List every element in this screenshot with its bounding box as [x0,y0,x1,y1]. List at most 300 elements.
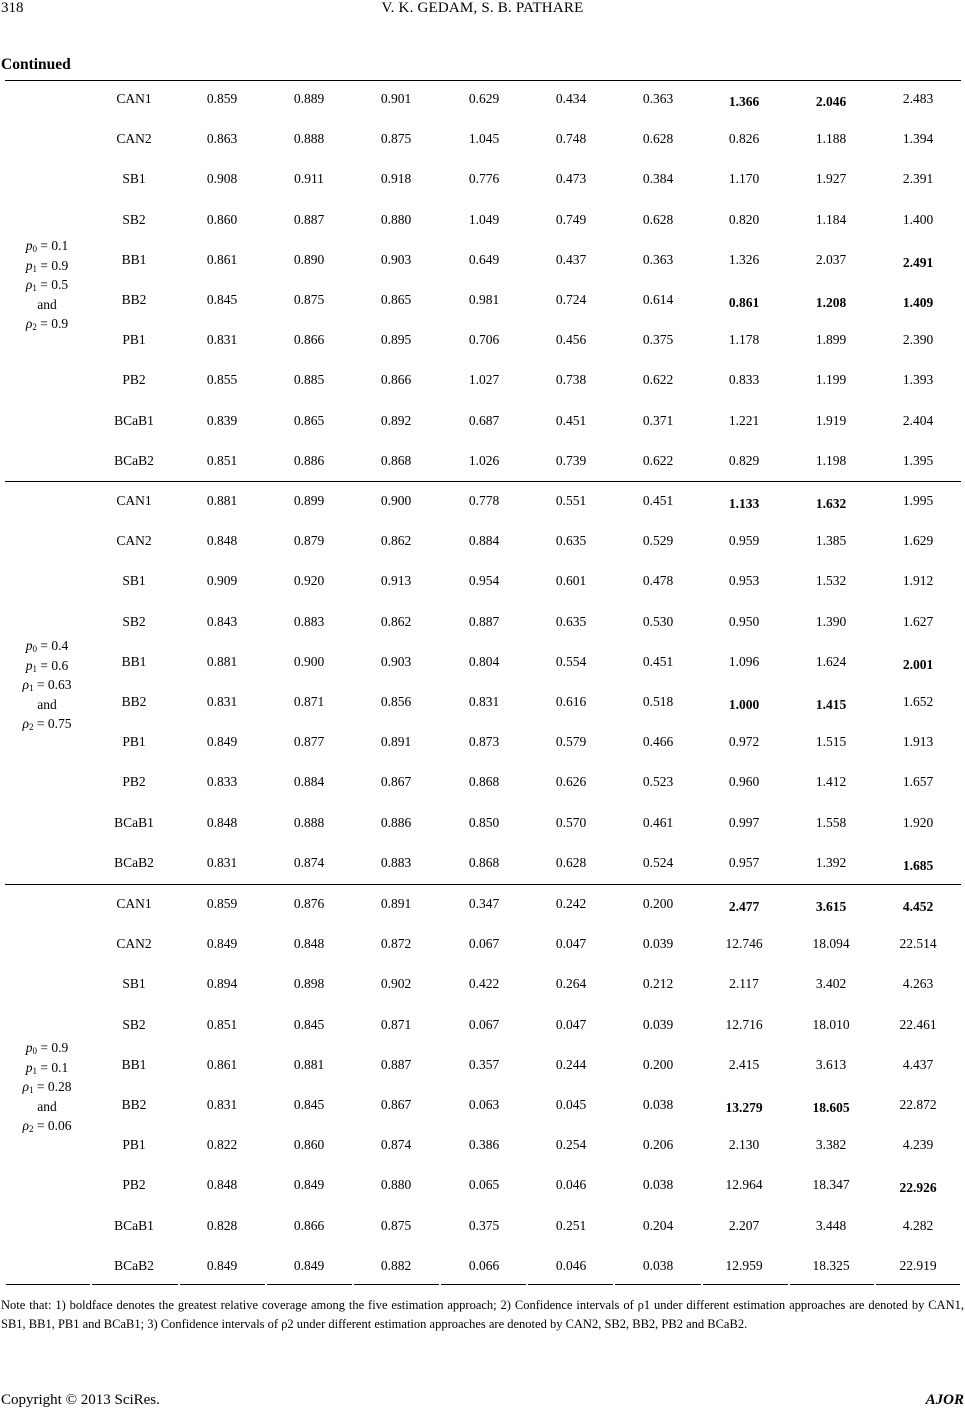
value-cell: 1.184 [815,211,847,227]
value-cell: 0.849 [206,734,238,750]
value-cell: 2.491 [902,254,934,270]
method-cell: PB1 [122,1137,146,1153]
value-cell: 1.390 [815,613,847,629]
value-cell: 0.518 [642,694,674,709]
value-cell: 0.649 [468,251,500,267]
value-cell: 4.239 [902,1137,934,1153]
value-cell: 0.848 [206,533,238,549]
page-number: 318 [1,0,24,16]
value-cell: 0.849 [206,1257,238,1273]
parameter-line [5,636,89,656]
value-cell: 0.466 [642,734,674,750]
value-cell: 0.862 [380,533,412,549]
value-cell: 0.876 [293,896,325,911]
value-cell: 0.067 [468,936,500,952]
parameter-value: and [37,696,57,712]
value-cell: 2.404 [902,412,934,428]
value-cell: 0.883 [293,613,325,629]
value-cell: 0.451 [642,493,674,508]
method-cell: SB1 [122,573,146,589]
parameter-setting-label [5,1038,89,1136]
table-row [0,855,965,875]
value-cell: 0.843 [206,613,238,629]
block-divider-rule [5,884,961,885]
method-cell: PB1 [122,332,146,348]
value-cell: 0.900 [380,493,412,508]
table-row [0,171,965,191]
value-cell: 12.959 [725,1257,763,1273]
value-cell: 1.133 [728,496,760,511]
parameter-line [5,1038,89,1058]
method-cell: BCaB1 [114,1217,154,1233]
value-cell: 0.739 [555,452,587,468]
value-cell: 0.628 [642,211,674,227]
value-cell: 0.861 [206,1056,238,1072]
value-cell: 0.046 [555,1257,587,1273]
journal-abbreviation: AJOR [925,1392,964,1408]
value-cell: 0.875 [293,292,325,307]
parameter-value: and [37,1098,57,1114]
table-row [0,1097,965,1117]
method-cell: CAN1 [116,896,152,911]
value-cell: 0.871 [293,694,325,709]
table-note: Note that: 1) boldface denotes the greatest relative coverage among the five estimation approach; 2) Confidence intervals of ρ1 under different estimation approaches are denoted by CAN1, SB1, BB1, PB1 and BCaB1; 3) Confidence intervals of ρ2 under different estimation approaches are denoted by CAN2, SB2, BB2, PB2 and BCaB2. [1,1298,964,1331]
value-cell: 0.724 [555,292,587,307]
value-cell: 0.901 [380,91,412,106]
value-cell: 0.614 [642,292,674,307]
value-cell: 0.913 [380,573,412,589]
value-cell: 0.848 [206,1177,238,1193]
value-cell: 1.409 [902,295,934,310]
value-cell: 0.981 [468,292,500,307]
table-row [0,533,965,553]
value-cell: 0.038 [642,1257,674,1273]
value-cell: 0.866 [293,1217,325,1233]
parameter-subscript: 2 [28,1124,34,1134]
table-row [0,1218,965,1238]
value-cell: 2.207 [728,1217,760,1233]
method-cell: SB1 [122,171,146,187]
value-cell: 0.879 [293,533,325,549]
value-cell: 3.613 [815,1056,847,1072]
value-cell: 0.822 [206,1137,238,1153]
value-cell: 1.685 [902,857,934,873]
value-cell: 0.047 [555,936,587,952]
value-cell: 0.473 [555,171,587,187]
value-cell: 0.880 [380,211,412,227]
value-cell: 0.865 [293,412,325,428]
value-cell: 0.895 [380,332,412,348]
value-cell: 1.221 [728,412,760,428]
method-cell: BB1 [121,251,147,267]
table-bottom-rule [528,1284,613,1285]
method-cell: CAN1 [116,91,152,106]
value-cell: 0.437 [555,251,587,267]
method-cell: SB1 [122,976,146,992]
table-row [0,372,965,392]
value-cell: 1.178 [728,332,760,348]
parameter-symbol: p [25,638,33,653]
table-top-rule [5,80,961,81]
method-cell: BB2 [121,1097,147,1112]
value-cell: 0.749 [555,211,587,227]
parameter-symbol: p [25,1059,33,1075]
value-cell: 2.130 [728,1137,760,1153]
value-cell: 0.875 [380,131,412,147]
parameter-line [5,675,89,695]
value-cell: 0.066 [468,1257,500,1273]
value-cell: 0.626 [555,774,587,790]
value-cell: 0.212 [642,976,674,992]
method-cell: BCaB1 [114,814,154,830]
parameter-line [5,314,89,334]
value-cell: 0.264 [555,976,587,992]
value-cell: 0.883 [380,854,412,870]
value-cell: 1.920 [902,814,934,830]
value-cell: 0.959 [728,533,760,549]
value-cell: 0.524 [642,854,674,870]
method-cell: CAN2 [116,936,152,952]
value-cell: 0.849 [293,1177,325,1193]
parameter-value: = 0.63 [33,677,72,692]
method-cell: PB2 [122,774,146,790]
value-cell: 0.063 [468,1097,500,1112]
value-cell: 3.615 [815,899,847,914]
value-cell: 0.529 [642,533,674,549]
table-row [0,131,965,151]
value-cell: 0.851 [206,1016,238,1032]
value-cell: 22.514 [899,936,937,952]
value-cell: 0.371 [642,412,674,428]
parameter-value: and [37,296,57,312]
value-cell: 1.532 [815,573,847,589]
parameter-subscript: 0 [32,244,37,254]
value-cell: 0.831 [206,1097,238,1112]
value-cell: 0.839 [206,412,238,428]
parameter-symbol: ρ [22,1118,29,1133]
value-cell: 0.570 [555,814,587,830]
value-cell: 18.010 [812,1016,850,1032]
value-cell: 0.451 [642,653,674,669]
table-bottom-rule [354,1284,439,1285]
value-cell: 1.995 [902,493,934,508]
value-cell: 2.415 [728,1056,760,1072]
value-cell: 0.628 [555,854,587,870]
value-cell: 0.347 [468,896,500,911]
table-row [0,453,965,473]
value-cell: 0.849 [206,936,238,952]
value-cell: 2.037 [815,251,847,267]
parameter-subscript: 1 [32,283,37,293]
value-cell: 4.282 [902,1217,934,1233]
running-head: V. K. GEDAM, S. B. PATHARE [381,0,584,16]
parameter-symbol: ρ [25,277,33,292]
value-cell: 22.926 [899,1180,937,1196]
value-cell: 0.833 [206,774,238,790]
value-cell: 0.861 [728,295,760,310]
value-cell: 0.845 [206,292,238,307]
value-cell: 0.067 [468,1016,500,1032]
value-cell: 0.530 [642,613,674,629]
value-cell: 1.188 [815,131,847,147]
value-cell: 0.384 [642,171,674,187]
value-cell: 0.848 [206,814,238,830]
table-row [0,91,965,111]
table-row [0,654,965,674]
value-cell: 1.627 [902,613,934,629]
value-cell: 0.918 [380,171,412,187]
value-cell: 0.778 [468,493,500,508]
value-cell: 0.856 [380,694,412,709]
value-cell: 0.861 [206,251,238,267]
value-cell: 18.094 [812,936,850,952]
table-row [0,896,965,916]
table-row [0,332,965,352]
value-cell: 0.038 [642,1177,674,1193]
value-cell: 1.624 [815,653,847,669]
table-row [0,413,965,433]
value-cell: 0.422 [468,976,500,992]
method-cell: BCaB2 [114,1257,154,1273]
value-cell: 1.927 [815,171,847,187]
value-cell: 0.860 [206,211,238,227]
value-cell: 0.920 [293,573,325,589]
value-cell: 0.863 [206,131,238,147]
value-cell: 0.860 [293,1137,325,1153]
value-cell: 0.478 [642,573,674,589]
value-cell: 1.170 [728,171,760,187]
value-cell: 0.849 [293,1257,325,1273]
method-cell: PB2 [122,1177,146,1193]
table-bottom-rule [615,1284,701,1285]
table-row [0,734,965,754]
value-cell: 1.000 [728,697,760,712]
table-row [0,1258,965,1278]
value-cell: 1.400 [902,211,934,227]
method-cell: BCaB2 [114,854,154,870]
value-cell: 0.687 [468,412,500,428]
value-cell: 12.964 [725,1177,763,1193]
method-cell: SB2 [122,211,146,227]
table-row [0,1057,965,1077]
value-cell: 1.919 [815,412,847,428]
method-cell: BB1 [121,1056,147,1072]
value-cell: 0.888 [293,814,325,830]
table-row [0,1177,965,1197]
value-cell: 18.605 [812,1100,850,1115]
value-cell: 0.451 [555,412,587,428]
value-cell: 1.629 [902,533,934,549]
value-cell: 1.558 [815,814,847,830]
parameter-symbol: p [25,257,33,273]
value-cell: 0.903 [380,251,412,267]
value-cell: 13.279 [725,1100,763,1115]
value-cell: 0.579 [555,734,587,750]
table-row [0,694,965,714]
parameter-line [5,714,89,734]
value-cell: 2.483 [902,91,934,106]
value-cell: 2.046 [815,94,847,109]
parameter-subscript: 1 [28,1085,34,1095]
value-cell: 0.629 [468,91,500,106]
value-cell: 0.375 [642,332,674,348]
value-cell: 4.437 [902,1056,934,1072]
value-cell: 0.884 [468,533,500,549]
value-cell: 0.890 [293,251,325,267]
value-cell: 0.954 [468,573,500,589]
value-cell: 3.382 [815,1137,847,1153]
parameter-line [5,1116,89,1136]
value-cell: 0.882 [380,1257,412,1273]
value-cell: 1.415 [815,697,847,712]
value-cell: 1.899 [815,332,847,348]
parameter-setting-label [5,636,89,734]
value-cell: 0.357 [468,1056,500,1072]
value-cell: 0.206 [642,1137,674,1153]
value-cell: 1.657 [902,774,934,790]
method-cell: BB1 [121,653,147,669]
table-row [0,936,965,956]
value-cell: 0.891 [380,896,412,911]
parameter-subscript: 1 [32,663,37,674]
value-cell: 0.200 [642,896,674,911]
value-cell: 0.363 [642,251,674,267]
parameter-symbol: ρ [22,716,29,731]
value-cell: 3.448 [815,1217,847,1233]
value-cell: 0.972 [728,734,760,750]
value-cell: 0.866 [293,332,325,348]
parameter-value: = 0.75 [33,716,72,731]
value-cell: 22.919 [899,1257,937,1273]
block-divider-rule [5,481,961,482]
parameter-setting-label [5,236,89,334]
parameter-subscript: 2 [28,722,34,732]
value-cell: 0.911 [294,171,324,187]
value-cell: 0.859 [206,896,238,911]
value-cell: 12.746 [725,936,763,952]
parameter-symbol: p [25,238,33,253]
method-cell: CAN1 [116,493,152,508]
table-row [0,815,965,835]
value-cell: 0.046 [555,1177,587,1193]
value-cell: 0.960 [728,774,760,790]
parameter-subscript: 1 [32,1065,37,1076]
value-cell: 0.881 [206,493,238,508]
value-cell: 0.242 [555,896,587,911]
method-cell: PB2 [122,372,146,388]
value-cell: 1.515 [815,734,847,750]
table-row [0,292,965,312]
parameter-value: = 0.06 [33,1118,72,1133]
parameter-subscript: 1 [28,683,34,693]
value-cell: 0.909 [206,573,238,589]
table-bottom-rule [876,1284,960,1285]
table-row [0,774,965,794]
value-cell: 0.872 [380,936,412,952]
table-bottom-rule [790,1284,874,1285]
method-cell: BB2 [121,292,147,307]
table-row [0,212,965,232]
value-cell: 0.859 [206,91,238,106]
value-cell: 0.884 [293,774,325,790]
parameter-symbol: p [25,1040,33,1055]
value-cell: 1.027 [468,372,500,388]
table-row [0,1017,965,1037]
value-cell: 1.395 [902,452,934,468]
value-cell: 0.886 [380,814,412,830]
copyright: Copyright © 2013 SciRes. [1,1392,160,1408]
parameter-symbol: ρ [25,316,33,331]
method-cell: CAN2 [116,533,152,549]
value-cell: 0.877 [293,734,325,750]
value-cell: 0.039 [642,936,674,952]
value-cell: 0.867 [380,774,412,790]
value-cell: 0.065 [468,1177,500,1193]
value-cell: 0.845 [293,1097,325,1112]
table-continued-label: Continued [1,56,71,73]
value-cell: 1.632 [815,496,847,511]
value-cell: 0.254 [555,1137,587,1153]
method-cell: CAN2 [116,131,152,147]
value-cell: 0.204 [642,1217,674,1233]
method-cell: SB2 [122,613,146,629]
value-cell: 1.045 [468,131,500,147]
table-row [0,493,965,513]
table-bottom-rule [180,1284,265,1285]
value-cell: 0.866 [380,372,412,388]
value-cell: 0.047 [555,1016,587,1032]
value-cell: 0.829 [728,452,760,468]
value-cell: 2.390 [902,332,934,348]
value-cell: 0.908 [206,171,238,187]
value-cell: 0.957 [728,854,760,870]
value-cell: 0.804 [468,653,500,669]
value-cell: 2.001 [902,656,934,672]
table-bottom-rule [92,1284,178,1285]
value-cell: 0.997 [728,814,760,830]
value-cell: 0.950 [728,613,760,629]
value-cell: 1.912 [902,573,934,589]
value-cell: 0.891 [380,734,412,750]
value-cell: 2.477 [728,899,760,914]
parameter-subscript: 0 [32,1046,37,1056]
value-cell: 0.038 [642,1097,674,1112]
value-cell: 0.434 [555,91,587,106]
value-cell: 1.026 [468,452,500,468]
value-cell: 1.412 [815,774,847,790]
value-cell: 0.868 [468,774,500,790]
value-cell: 4.263 [902,976,934,992]
value-cell: 0.523 [642,774,674,790]
parameter-value: = 0.1 [37,238,69,253]
value-cell: 1.652 [902,694,934,709]
table-bottom-rule [6,1284,90,1285]
parameter-line [5,1077,89,1097]
value-cell: 0.601 [555,573,587,589]
value-cell: 1.326 [728,251,760,267]
value-cell: 1.392 [815,854,847,870]
value-cell: 22.461 [899,1016,937,1032]
value-cell: 0.850 [468,814,500,830]
value-cell: 0.820 [728,211,760,227]
value-cell: 0.622 [642,372,674,388]
value-cell: 0.862 [380,613,412,629]
value-cell: 0.616 [555,694,587,709]
value-cell: 18.325 [812,1257,850,1273]
value-cell: 1.393 [902,372,934,388]
value-cell: 0.635 [555,613,587,629]
table-row [0,976,965,996]
